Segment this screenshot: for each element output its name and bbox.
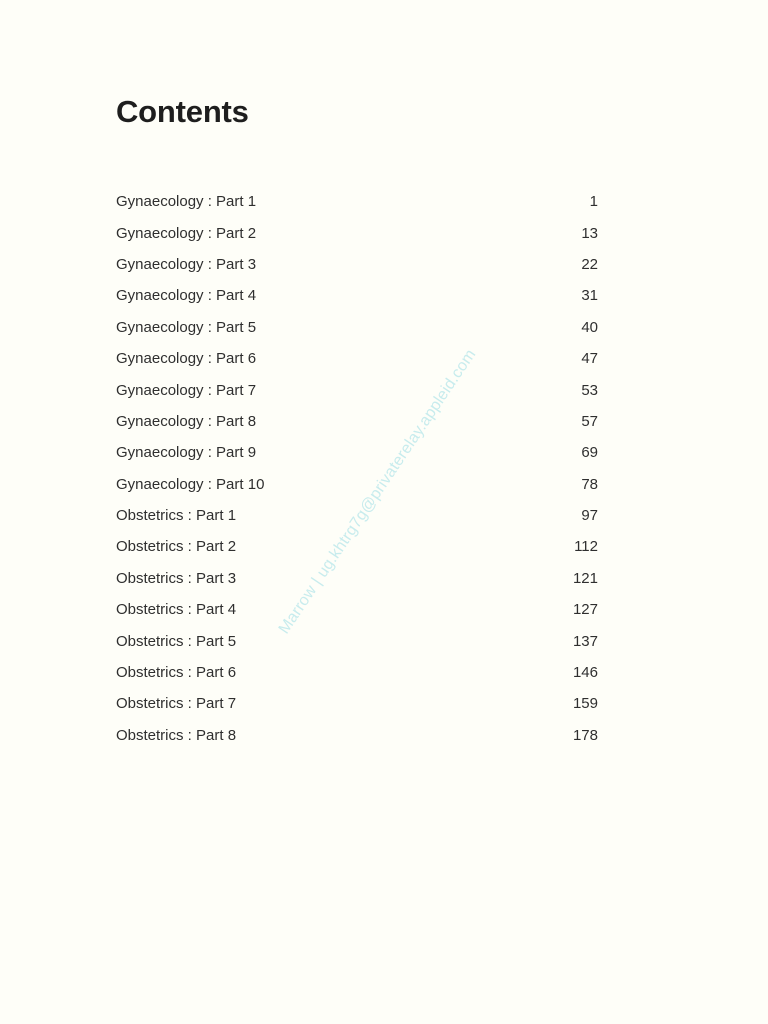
toc-entry[interactable]	[116, 657, 598, 688]
toc-entry-page: 178	[572, 726, 598, 744]
toc-entry-title: Gynaecology : Part 4	[116, 287, 257, 305]
toc-entry-page: 112	[574, 538, 598, 556]
toc-entry-page: 31	[581, 287, 598, 305]
toc-entry-title: Gynaecology : Part 6	[116, 350, 257, 368]
toc-entry-title: Obstetrics : Part 8	[116, 726, 237, 744]
toc-entry-page: 137	[572, 632, 598, 650]
toc-entry-title: Gynaecology : Part 9	[116, 444, 257, 462]
toc-entry-page: 146	[572, 664, 598, 682]
toc-entry-page: 78	[581, 475, 598, 493]
toc-entry[interactable]	[116, 406, 598, 437]
toc-entry-title: Gynaecology : Part 3	[116, 255, 257, 273]
toc-entry[interactable]	[116, 720, 598, 751]
toc-entry[interactable]	[116, 374, 598, 405]
toc-entry-page: 47	[581, 350, 598, 368]
toc-entry-title: Obstetrics : Part 1	[116, 507, 237, 525]
toc-entry-title: Obstetrics : Part 3	[116, 569, 237, 587]
toc-entry[interactable]	[116, 625, 598, 656]
toc-entry[interactable]	[116, 531, 598, 562]
toc-entry-page: 97	[581, 507, 598, 525]
toc-entry-title: Gynaecology : Part 8	[116, 412, 257, 430]
toc-entry[interactable]	[116, 312, 598, 343]
toc-entry-title: Obstetrics : Part 6	[116, 664, 237, 682]
toc-entry-title: Gynaecology : Part 7	[116, 381, 257, 399]
toc-entry[interactable]	[116, 563, 598, 594]
toc-entry[interactable]	[116, 594, 598, 625]
table-of-contents	[116, 186, 598, 751]
watermark: Marrow | ug.khtrg7g@privaterelay.appleid.com	[275, 346, 480, 638]
toc-entry-title: Gynaecology : Part 5	[116, 318, 257, 336]
toc-entry-title: Obstetrics : Part 4	[116, 601, 237, 619]
toc-entry[interactable]	[116, 280, 598, 311]
toc-entry-page: 69	[581, 444, 598, 462]
toc-entry[interactable]	[116, 217, 598, 248]
toc-entry-page: 127	[572, 601, 598, 619]
toc-entry-page: 57	[581, 412, 598, 430]
toc-entry-page: 159	[572, 695, 598, 713]
toc-entry-page: 40	[581, 318, 598, 336]
toc-entry-page: 53	[581, 381, 598, 399]
toc-entry[interactable]	[116, 249, 598, 280]
toc-entry-title: Gynaecology : Part 1	[116, 193, 257, 211]
toc-entry-page: 121	[572, 569, 598, 587]
toc-entry-title: Gynaecology : Part 10	[116, 475, 265, 493]
toc-entry[interactable]	[116, 469, 598, 500]
toc-entry-title: Obstetrics : Part 7	[116, 695, 237, 713]
toc-entry-page: 13	[581, 224, 598, 242]
toc-entry[interactable]	[116, 343, 598, 374]
toc-entry-page: 22	[581, 255, 598, 273]
toc-entry-title: Obstetrics : Part 5	[116, 632, 237, 650]
toc-entry-title: Gynaecology : Part 2	[116, 224, 257, 242]
toc-entry[interactable]	[116, 437, 598, 468]
toc-entry-title: Obstetrics : Part 2	[116, 538, 237, 556]
toc-entry[interactable]	[116, 500, 598, 531]
toc-entry[interactable]	[116, 186, 598, 217]
toc-entry-page: 1	[589, 193, 598, 211]
toc-entry[interactable]	[116, 688, 598, 719]
page-title: Contents	[116, 94, 249, 129]
